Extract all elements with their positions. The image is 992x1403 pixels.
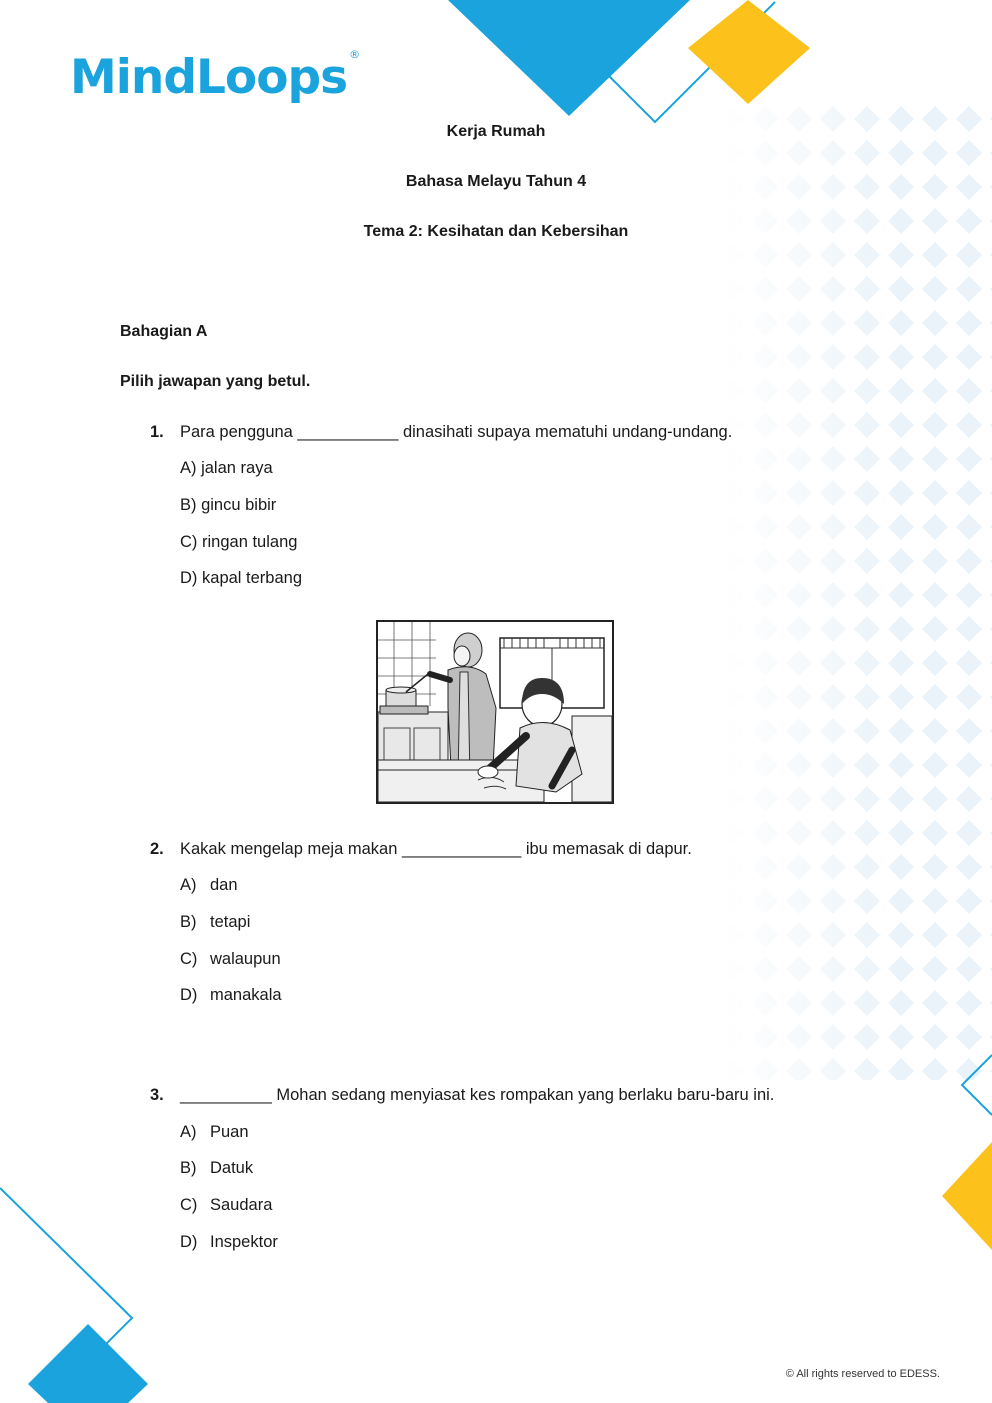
question-2-text: Kakak mengelap meja makan _____________ ibu memasak di dapur.: [180, 840, 692, 858]
question-3-option-c[interactable]: [180, 1196, 272, 1215]
question-2-option-d[interactable]: [180, 986, 282, 1005]
question-1-option-d[interactable]: [180, 569, 302, 588]
question-3-text: __________ Mohan sedang menyiasat kes rompakan yang berlaku baru-baru ini.: [180, 1086, 775, 1104]
question-2-option-a[interactable]: [180, 876, 238, 895]
yellow-diamond-right: [942, 1142, 992, 1250]
question-3-option-d[interactable]: [180, 1233, 278, 1252]
option-letter: C): [180, 950, 198, 968]
option-letter: B): [180, 913, 197, 931]
option-letter: B): [180, 1159, 197, 1177]
option-text: Inspektor: [210, 1233, 278, 1251]
option-text: walaupun: [210, 950, 281, 968]
question-2-option-c[interactable]: [180, 950, 281, 969]
option-text: jalan raya: [201, 459, 273, 477]
question-1-option-a[interactable]: [180, 459, 273, 478]
option-letter: D): [180, 986, 198, 1004]
document-title: Kerja Rumah: [446, 123, 546, 140]
blue-triangle-top: [448, 0, 690, 116]
option-text: manakala: [210, 986, 282, 1004]
option-letter: A): [180, 876, 197, 894]
option-letter: A): [180, 1123, 197, 1141]
option-text: Puan: [210, 1123, 249, 1141]
option-text: Datuk: [210, 1159, 254, 1177]
question-2-option-b[interactable]: [180, 913, 250, 932]
question-1-option-b[interactable]: [180, 496, 276, 515]
section-title: Bahagian A: [120, 323, 208, 340]
option-letter: D): [180, 569, 198, 587]
question-3-option-b[interactable]: [180, 1159, 253, 1178]
option-letter: B): [180, 496, 197, 514]
kitchen-illustration: [376, 620, 614, 804]
option-letter: C): [180, 533, 198, 551]
question-3-number: 3.: [150, 1086, 164, 1104]
option-text: tetapi: [210, 913, 251, 931]
option-text: ringan tulang: [202, 533, 298, 551]
question-3-option-a[interactable]: [180, 1123, 249, 1142]
option-letter: D): [180, 1233, 198, 1251]
document-subject: Bahasa Melayu Tahun 4: [405, 173, 587, 190]
registered-mark: ®: [349, 48, 360, 62]
option-letter: A): [180, 459, 197, 477]
option-text: Saudara: [210, 1196, 273, 1214]
blue-diamond-bottom-left: [28, 1324, 148, 1403]
document-theme: Tema 2: Kesihatan dan Kebersihan: [363, 223, 629, 240]
blue-outline-bottom-left: [0, 1188, 132, 1346]
copyright-footer: © All rights reserved to EDESS.: [785, 1368, 940, 1380]
section-instruction: Pilih jawapan yang betul.: [120, 373, 311, 390]
logo-text: MindLoops: [70, 50, 348, 105]
mindloops-logo: [70, 48, 360, 105]
question-2-number: 2.: [150, 840, 164, 858]
option-letter: C): [180, 1196, 198, 1214]
question-1-number: 1.: [150, 423, 164, 441]
option-text: kapal terbang: [202, 569, 303, 587]
yellow-diamond-top: [688, 0, 810, 104]
option-text: gincu bibir: [201, 496, 277, 514]
question-1-option-c[interactable]: [180, 533, 297, 552]
option-text: dan: [210, 876, 238, 894]
question-1-text: Para pengguna ___________ dinasihati supaya mematuhi undang-undang.: [180, 423, 733, 441]
